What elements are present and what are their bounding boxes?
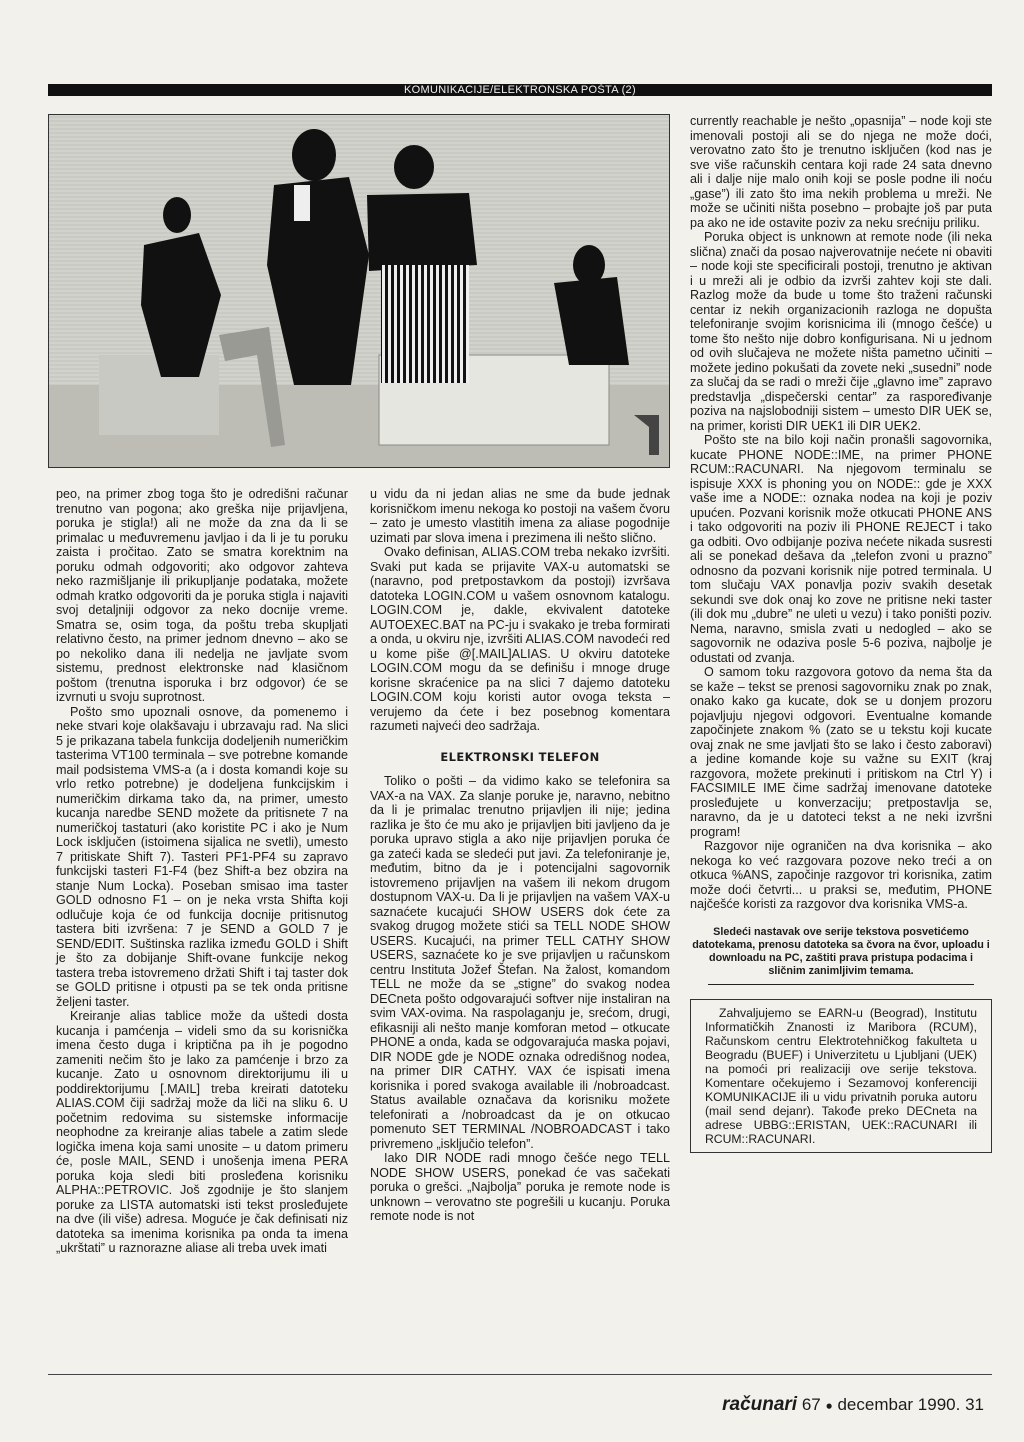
section-header-bar bbox=[48, 84, 992, 96]
section-heading: ELEKTRONSKI TELEFON bbox=[440, 749, 600, 764]
body-paragraph: Iako DIR NODE radi mnogo češće nego TELL NODE SHOW USERS, ponekad će vas sačekati poruka o grešci. „Najbolja” poruka je remote node is unknown – verovatno ste pogrešili u kucanju. Poruka remote node is not bbox=[370, 1151, 670, 1223]
body-paragraph: O samom toku razgovora gotovo da nema šta da se kaže – tekst se prenosi sagovorniku znak po znak, onako kako ga kucate, dok se u donjem prozoru pojavljuju njegovi odgovori. Eventualne komande započinjete znakom % (zato se u tekstu koji kucate ovaj znak ne sme javljati što se lako i često zaboravi) a jedine komande koje su važne su EXIT (kraj razgovora, možete prekinuti i pritiskom na Ctrl Y) i FACSIMILE IME čime sadržaj imenovane datoteke prosleđujete u konverzaciju; pretpostavlja se, naravno, da je u datoteci tekst a ne neki izvršni program! bbox=[690, 665, 992, 839]
body-paragraph: Pošto smo upoznali osnove, da pomenemo i neke stvari koje olakšavaju i ubrzavaju rad. Na slici 5 je prikazana tabela funkcija dodeljenih numeričkim tasterima VT100 terminala – sve potrebne komande mail podsistema VMS-a (a i dosta komandi koje su vrlo retko potrebne) je dodeljena funkcijskim i numeričkim dirkama tako da, na primer, umesto kucanja naredbe SEND možete da pritisnete 7 na numeričkoj tastaturi (ako koristite PC i ako je Num Lock isključen (istoimena sijalica ne svetli), umesto 7 pritiskate Shift 7). Tasteri PF1-PF4 su zapravo funkcijski tasteri F1-F4 (bez Shift-a bez obzira na stanje Num Locka). Poseban smisao ima taster GOLD odnosno F1 – on je neka vrsta Shifta koji odlučuje koja će od funkcija docnije pritisnutog tastera biti izvršena: 7 je SEND a GOLD 7 je SEND/EDIT. Suštinska razlika između GOLD i Shift je što za dobijanje Shift-ovane funkcije nekog tastera treba istovremeno držati Shift i taj taster dok se GOLD pritisne i otpusti pa se tek onda pritisne željeni taster. bbox=[56, 704, 348, 1009]
acknowledgement-text: Zahvaljujemo se EARN-u (Beograd), Institutu Informatičkih Znanosti iz Maribora (RCUM), Računskom centru Elektrotehničkog fakulteta u Beogradu (BUEF) i Univerzitetu u Ljubljani (UEK) na pomoći pri realizaciji ove serije tekstova. Komentare očekujemo i Sezamovoj konferenciji KOMUNIKACIJE ili u vidu privatnih poruka autoru (mail send dejanr). Takođe preko DECneta na adrese UBBG::ERISTAN, UEK::RACUNARI ili RCUM::RACUNARI. bbox=[705, 1005, 977, 1146]
body-paragraph: Razgovor nije ograničen na dva korisnika – ako nekoga ko već razgovara pozove neko treći a on otkuca %ANS, započinje razgovor tri korisnika, zatim može doći četvrti... u praksi se, međutim, PHONE najčešće koristi za razgovor dva korisnika VMS-a. bbox=[690, 839, 992, 911]
body-paragraph: peo, na primer zbog toga što je odredišni računar trenutno van pogona; ako greška nije prijavljena, poruka je stigla!) ali ne može da zna da li se primalac u međuvremenu javljao i da li je tu poruku zaista i pročitao. Zato se smatra korektnim na poruku odmah odgovoriti; ako odgovor zahteva neko razmišljanje ili prikupljanje podataka, možete odmah kratko odgovoriti da je poruka stigla i najaviti svoj detaljniji odgovor za neko docnije vreme. Smatra se, osim toga, da poštu treba skupljati relativno često, na primer jednom dnevno – ako se po nekoliko dana ili nedelja ne javljate svom sistemu, prednost elektronske nad klasičnom poštom (trenutna isporuka i brz odgovor) će se izvrnuti u svoju suprotnost. bbox=[56, 487, 348, 704]
section-title: KOMUNIKACIJE/ELEKTRONSKA POŠTA (2) bbox=[404, 84, 636, 96]
body-paragraph: Pošto ste na bilo koji način pronašli sagovornika, kucate PHONE NODE::IME, na primer PHONE RCUM::RACUNARI. Na njegovom terminalu se ispisuje XXX is phoning you on NODE:: gde je XXX vaše ime a NODE:: oznaka nodea na koji je poziv upućen. Pozvani korisnik može otkucati PHONE ANS i tako odgovoriti na poziv ili PHONE REJECT i tako ga odbiti. Ovo odbijanje poziva nećete nikada susresti ali se ponekad dešava da „telefon zvoni u prazno” odnosno da pozvani korisnik nije potred terminala. U tom slučaju VAX ponavlja poziv svakih desetak sekundi sve dok onaj ko zove ne pritisne neki taster (ili dok mu „dubre” ne uleti u vezu) i tako poništi poziv. Nema, naravno, smisla zvati u nedogled – ako se sagovornik ne odaziva posle 5-6 poziva, najbolje je odustati od zvanja. bbox=[690, 433, 992, 665]
column-2 bbox=[370, 487, 670, 1224]
footer-divider bbox=[48, 1374, 992, 1375]
bullet-icon: ● bbox=[825, 1398, 833, 1413]
issue-number: 67 bbox=[801, 1395, 821, 1414]
acknowledgement-box bbox=[690, 999, 992, 1153]
next-installment-note: Sledeći nastavak ove serije tekstova posvetićemo datotekama, prenosu datoteka sa čvora na čvor, uploadu i downloadu na PC, zaštiti prava pristupa podacima i sličnim zanimljivim temama. bbox=[692, 925, 990, 977]
body-paragraph: Ovako definisan, ALIAS.COM treba nekako izvršiti. Svaki put kada se prijavite VAX-u automatski se (naravno, pod pretpostavkom da postoji) izvršava datoteka LOGIN.COM u vašem osnovnom katalogu. LOGIN.COM je, dakle, ekvivalent datoteke AUTOEXEC.BAT na PC-ju i svakako je treba formirati a onda, u okviru nje, izvršiti ALIAS.COM navodeći red u kome piše @[.MAIL]ALIAS. U okviru datoteke LOGIN.COM mogu da se definišu i mnoge druge korisne skraćenice pa na slici 7 dajemo datoteku LOGIN.COM koju koristi autor ovoga teksta – verujemo da ćete i bez posebnog komentara razumeti najveći deo sadržaja. bbox=[370, 545, 670, 733]
issue-date: decembar 1990. bbox=[837, 1395, 961, 1414]
column-3 bbox=[690, 114, 992, 1153]
page-footer bbox=[722, 1394, 984, 1416]
body-paragraph: Poruka object is unknown at remote node (ili neka slična) znači da posao najverovatnije nećete ni obaviti – node koji ste specificirali postoji, trenutno je aktivan i u mreži ali je odbio da izvrši zahtev koji ste dali. Razlog može da bude u tome što traženi računski centar iz nekih organizacionih razloga ne dopušta telefoniranje svojim korisnicima ili (mnogo češće) u tome što nešto nije dobro konfigurisana. Ni u jednom od ovih slučajeva ne možete ništa pametno učiniti – možete jedino pokušati da zovete neki „susedni” node za slučaj da se radi o mreži čije „glavno ime” zapravo predstavlja „dispečerski centar” za raspoređivanje poziva na najslobodniji sistem – umesto DIR UEK se, na primer, koristi DIR UEK1 ili DIR UEK2. bbox=[690, 230, 992, 433]
body-paragraph: u vidu da ni jedan alias ne sme da bude jednak korisničkom imenu nekoga ko postoji na vašem čvoru – zato je umesto vlastitih imena za aliase pogodnije uzimati par slova imena i prezimena ili nešto slično. bbox=[370, 487, 670, 545]
column-1 bbox=[56, 487, 348, 1256]
office-illustration bbox=[48, 114, 670, 468]
page-number: 31 bbox=[965, 1395, 984, 1414]
body-paragraph: Toliko o pošti – da vidimo kako se telefonira sa VAX-a na VAX. Za slanje poruke je, naravno, nebitno da li je primalac trenutno prijavljen ili nije; jedina razlika je što će mu ako je prijavljen biti javljeno da je poruka upravo stigla a ako nije prijavljen poruka će ga zateći kada se sledeći put javi. Za telefoniranje je, međutim, bitno da je i potencijalni sagovornik istovremeno prijavljen na vašem ili nekom drugom dostupnom VAX-u. Da li je prijavljen na vašem VAX-u saznaćete kucajući SHOW USERS dok ćete za svakog drugog možete stići sa TELL NODE SHOW USERS. Kucajući, na primer TELL CATHY SHOW USERS, saznaćete ko je sve prijavljen u računskom centru Instituta Jožef Štefan. Na žalost, komandom TELL ne može da se „stigne” do svakog nodea DECneta pošto odgovarajući softver nije instaliran na svim VAX-ovima. Na raspolaganju je, srećom, drugi, efikasniji ali nešto manje komforan metod – otkucate PHONE a onda, kada se odgovarajuća maska pojavi, DIR NODE gde je NODE oznaka odredišnog nodea, na primer DIR CATHY. VAX će ispisati imena korisnika i pored svakoga available ili /nobroadcast. Status available označava da korisniku možete telefonirati a /nobroadcast da je on otkucao pomenuto SET TERMINAL /NOBROADCAST i tako privremeno „isključio telefon”. bbox=[370, 774, 670, 1151]
body-paragraph: Kreiranje alias tablice može da uštedi dosta kucanja i pamćenja – videli smo da su korisnička imena često duga i kriptična pa ih je pogodno zameniti nečim što je lako za pamćenje i brzo za kucanje. Zato u osnovnom direktorijumu ili u poddirektorijumu [.MAIL] treba kreirati datoteku ALIAS.COM čiji sadržaj može da liči na sliku 6. U početnim redovima su sistemske informacije neophodne za kreiranje alias tabele a zatim slede logička imena koja sami unosite – u datom primeru će, posle MAIL, SEND i unošenja imena PERA poruka koja sledi biti prosleđena korisniku ALPHA::PETROVIC. Još zgodnije je što slanjem poruke za LISTA automatski isti tekst prosleđujete na dve (ili više) adresa. Moguće je čak definisati niz datoteka sa imenima korisnika pa onda ta imena „ukrštati” u raznorazne aliase ali treba uvek imati bbox=[56, 1009, 348, 1255]
magazine-brand: računari bbox=[722, 1394, 798, 1415]
divider bbox=[708, 984, 974, 985]
body-paragraph: currently reachable je nešto „opasnija” – node koji ste imenovali postoji ali se do njega ne može doći, verovatno zato što je trenutno isključen (kod nas je sve više računskih centara koji rade 24 sata dnevno ali i dalje nije malo onih koji se posle podne ili noću „gase”) ili zato što ima nekih problema u mreži. Ne može se učiniti ništa posebno – probajte još par puta pa ako ne ide ostavite poziv za neku srećniju priliku. bbox=[690, 114, 992, 230]
